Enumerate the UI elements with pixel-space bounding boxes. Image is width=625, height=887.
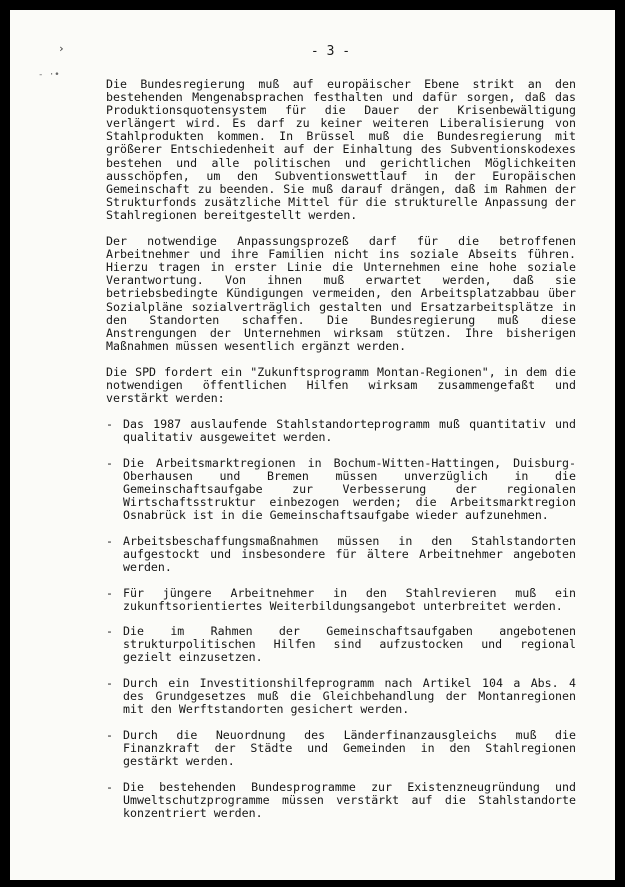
list-dash: - [106,455,113,470]
list-item-text: Arbeitsbeschaffungsmaßnahmen müssen in den Stahlstandorten aufgestockt und insbesondere für ältere Arbeitnehmer angeboten werden. [123,533,576,574]
document-page [10,10,615,880]
list-item [106,677,576,716]
list-item [106,781,576,820]
list-item-text: Die im Rahmen der Gemeinschaftsaufgaben angebotenen strukturpolitischen Hilfen sind aufzustocken und regional gezielt einzusetzen. [123,624,576,665]
list-item-text: Die bestehenden Bundesprogramme zur Existenzneugründung und Umweltschutzprogramme müssen verstärkt auf die Stahlstandorte konzentriert werden. [123,779,576,820]
list-dash: - [106,727,113,742]
list-item [106,729,576,768]
paragraph-social-adjustment: Der notwendige Anpassungsprozeß darf für die betroffenen Arbeitnehmer und ihre Familien nicht ins soziale Abseits führen. Hierzu tragen in erster Linie die Unternehmen eine hohe soziale Verantwortung. Von ihnen muß erwartet werden, daß sie betriebsbedingte Kündigungen vermeiden, den Arbeitsplatzabbau über Sozialpläne sozialverträglich gestalten und Ersatzarbeitsplätze in den Standorten schaffen. Die Bundesregierung muß diese Anstrengungen der Unternehmen wirksam stützen. Ihre bisherigen Maßnahmen müssen wesentlich ergänzt werden. [106,234,576,353]
list-item-text: Durch ein Investitionshilfeprogramm nach Artikel 104 a Abs. 4 des Grundgesetzes muß die Gleichbehandlung der Montanregionen mit den Werftstandorten gesichert werden. [123,676,576,717]
document-body [106,78,576,832]
list-dash: - [106,533,113,548]
list-item [106,587,576,613]
list-item-text: Durch die Neuordnung des Länderfinanzausgleichs muß die Finanzkraft der Städte und Gemeinden in den Stahlregionen gestärkt werden. [123,727,576,769]
corner-mark: › [58,42,65,55]
demands-list [106,418,576,820]
list-dash: - [106,585,113,600]
paragraph-program-intro: Die SPD fordert ein "Zukunftsprogramm Montan-Regionen", in dem die notwendigen öffentlichen Hilfen wirksam zusammengefaßt und verstärkt werden: [106,364,576,406]
list-item [106,418,576,444]
list-item [106,457,576,522]
list-dash: - [106,417,113,432]
list-dash: - [106,624,113,639]
list-item-text: Das 1987 auslaufende Stahlstandorteprogramm muß quantitativ und qualitativ ausgeweitet werden. [123,417,576,445]
list-dash: - [106,676,113,691]
list-dash: - [106,779,113,794]
list-item-text: Für jüngere Arbeitnehmer in den Stahlrevieren muß ein zukunftsorientiertes Weiterbildungsangebot unterbreitet werden. [123,585,576,613]
list-item-text: Die Arbeitsmarktregionen in Bochum-Witten-Hattingen, Duisburg-Oberhausen und Bremen müssen unverzüglich in die Gemeinschaftsaufgabe zur Verbesserung der regionalen Wirtschaftsstruktur einbezogen werden; die Arbeitsmarktregion Osnabrück ist in die Gemeinschaftsaufgabe wieder aufzunehmen. [123,455,576,523]
paragraph-eu-policy: Die Bundesregierung muß auf europäischer Ebene strikt an den bestehenden Mengenabsprachen festhalten und dafür sorgen, daß das Produktionsquotensystem für die Dauer der Krisenbewältigung verlängert wird. Es darf zu keiner weiteren Liberalisierung von Stahlprodukten kommen. In Brüssel muß die Bundesregierung mit größerer Entschiedenheit auf der Einhaltung des Subventionskodexes bestehen und alle politischen und gerichtlichen Möglichkeiten ausschöpfen, um den Subventionswettlauf in der Europäischen Gemeinschaft zu beenden. Sie muß darauf drängen, daß im Rahmen der Strukturfonds zusätzliche Mittel für die strukturelle Anpassung der Stahlregionen bereitgestellt werden. [106,77,576,222]
list-item [106,535,576,574]
list-item [106,625,576,664]
page-number: - 3 - [310,44,351,59]
corner-dots: - ·• [38,70,60,80]
